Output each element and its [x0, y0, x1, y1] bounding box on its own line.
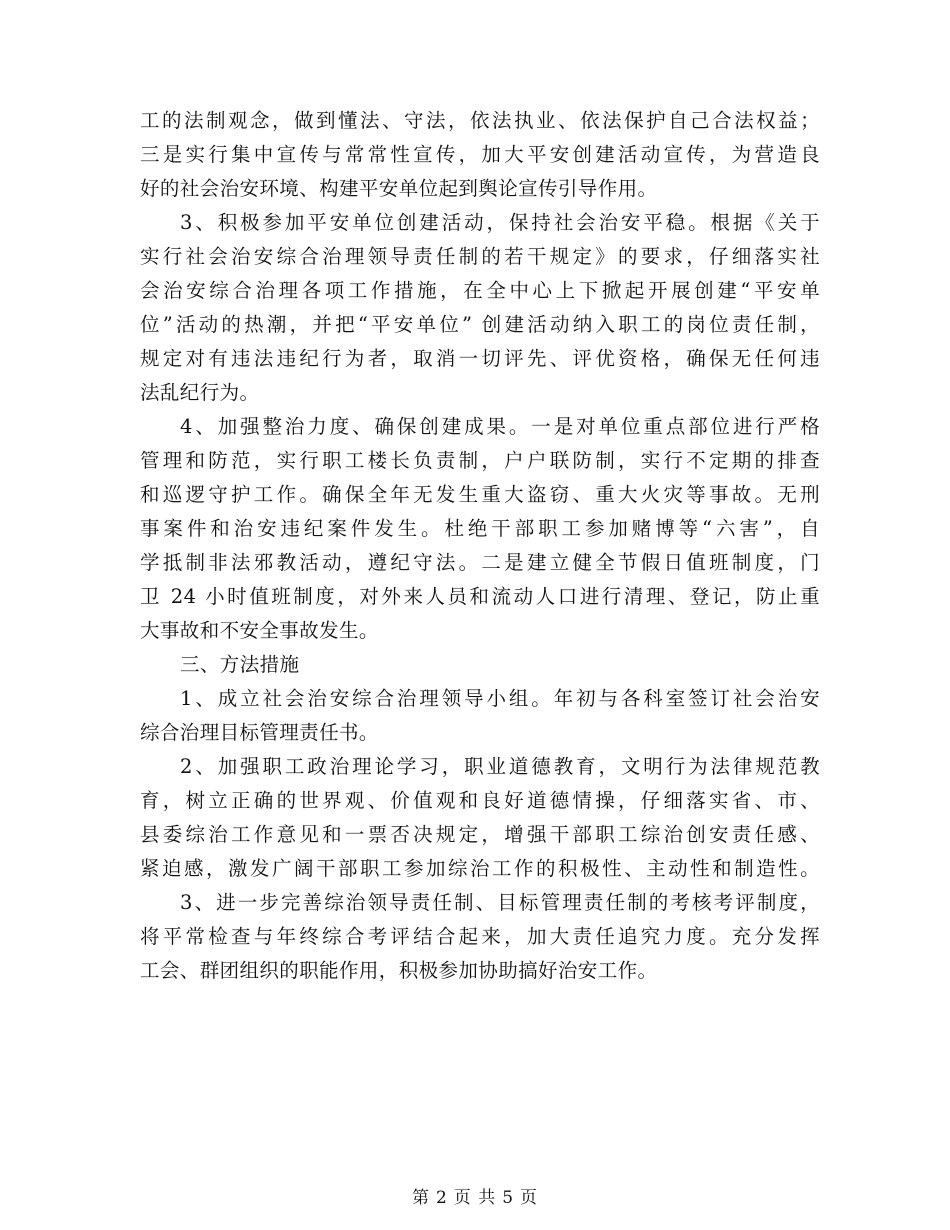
text-line: 法乱纪行为。 — [140, 381, 260, 404]
text-line: 综合治理目标管理责任书。 — [140, 721, 379, 744]
text-line: 1、成立社会治安综合治理领导小组。年初与各科室签订社会治安 — [180, 687, 820, 710]
text-line: 卫 24 小时值班制度，对外来人员和流动人口进行清理、登记，防止重 — [140, 585, 820, 608]
text-line: 规定对有违法违纪行为者，取消一切评先、评优资格，确保无任何违 — [140, 347, 820, 370]
text-line: 学抵制非法邪教活动，遵纪守法。二是建立健全节假日值班制度，门 — [140, 551, 820, 574]
page-total: 5 — [502, 1188, 515, 1208]
text-line: 事案件和治安违纪案件发生。杜绝干部职工参加赌博等“六害”，自 — [140, 517, 820, 540]
text-line: 三是实行集中宣传与常常性宣传，加大平安创建活动宣传，为营造良 — [140, 143, 820, 166]
text-line: 3、积极参加平安单位创建活动，保持社会治安平稳。根据《关于 — [180, 211, 820, 234]
footer-suffix: 页 — [520, 1188, 539, 1208]
text-line: 好的社会治安环境、构建平安单位起到舆论宣传引导作用。 — [140, 177, 658, 200]
footer-prefix: 第 — [411, 1188, 430, 1208]
text-line: 县委综治工作意见和一票否决规定，增强干部职工综治创安责任感、 — [140, 823, 820, 846]
text-line: 会治安综合治理各项工作措施，在全中心上下掀起开展创建“平安单 — [140, 279, 820, 302]
page-footer — [0, 1183, 950, 1208]
text-line: 管理和防范，实行职工楼长负责制，户户联防制，实行不定期的排查 — [140, 449, 820, 472]
text-line: 和巡逻守护工作。确保全年无发生重大盗窃、重大火灾等事故。无刑 — [140, 483, 820, 506]
text-line: 育，树立正确的世界观、价值观和良好道德情操，仔细落实省、市、 — [140, 789, 820, 812]
text-line: 大事故和不安全事故发生。 — [140, 619, 379, 642]
text-line: 3、进一步完善综治领导责任制、目标管理责任制的考核考评制度， — [180, 891, 820, 914]
section-heading: 三、方法措施 — [180, 653, 300, 676]
text-line: 紧迫感，激发广阔干部职工参加综治工作的积极性、主动性和制造性。 — [140, 857, 820, 880]
text-line: 工的法制观念，做到懂法、守法，依法执业、依法保护自己合法权益； — [140, 109, 820, 132]
body-text — [140, 104, 820, 988]
text-line: 2、加强职工政治理论学习，职业道德教育，文明行为法律规范教 — [180, 755, 820, 778]
footer-middle: 页 共 — [453, 1188, 497, 1208]
text-line: 位”活动的热潮，并把“平安单位” 创建活动纳入职工的岗位责任制， — [140, 313, 820, 336]
text-line: 将平常检查与年终综合考评结合起来，加大责任追究力度。充分发挥 — [140, 925, 820, 948]
text-line: 实行社会治安综合治理领导责任制的若干规定》的要求，仔细落实社 — [140, 245, 820, 268]
page-number: 2 — [435, 1188, 448, 1208]
text-line: 4、加强整治力度、确保创建成果。一是对单位重点部位进行严格 — [180, 415, 820, 438]
text-line: 工会、群团组织的职能作用，积极参加协助搞好治安工作。 — [140, 959, 658, 982]
